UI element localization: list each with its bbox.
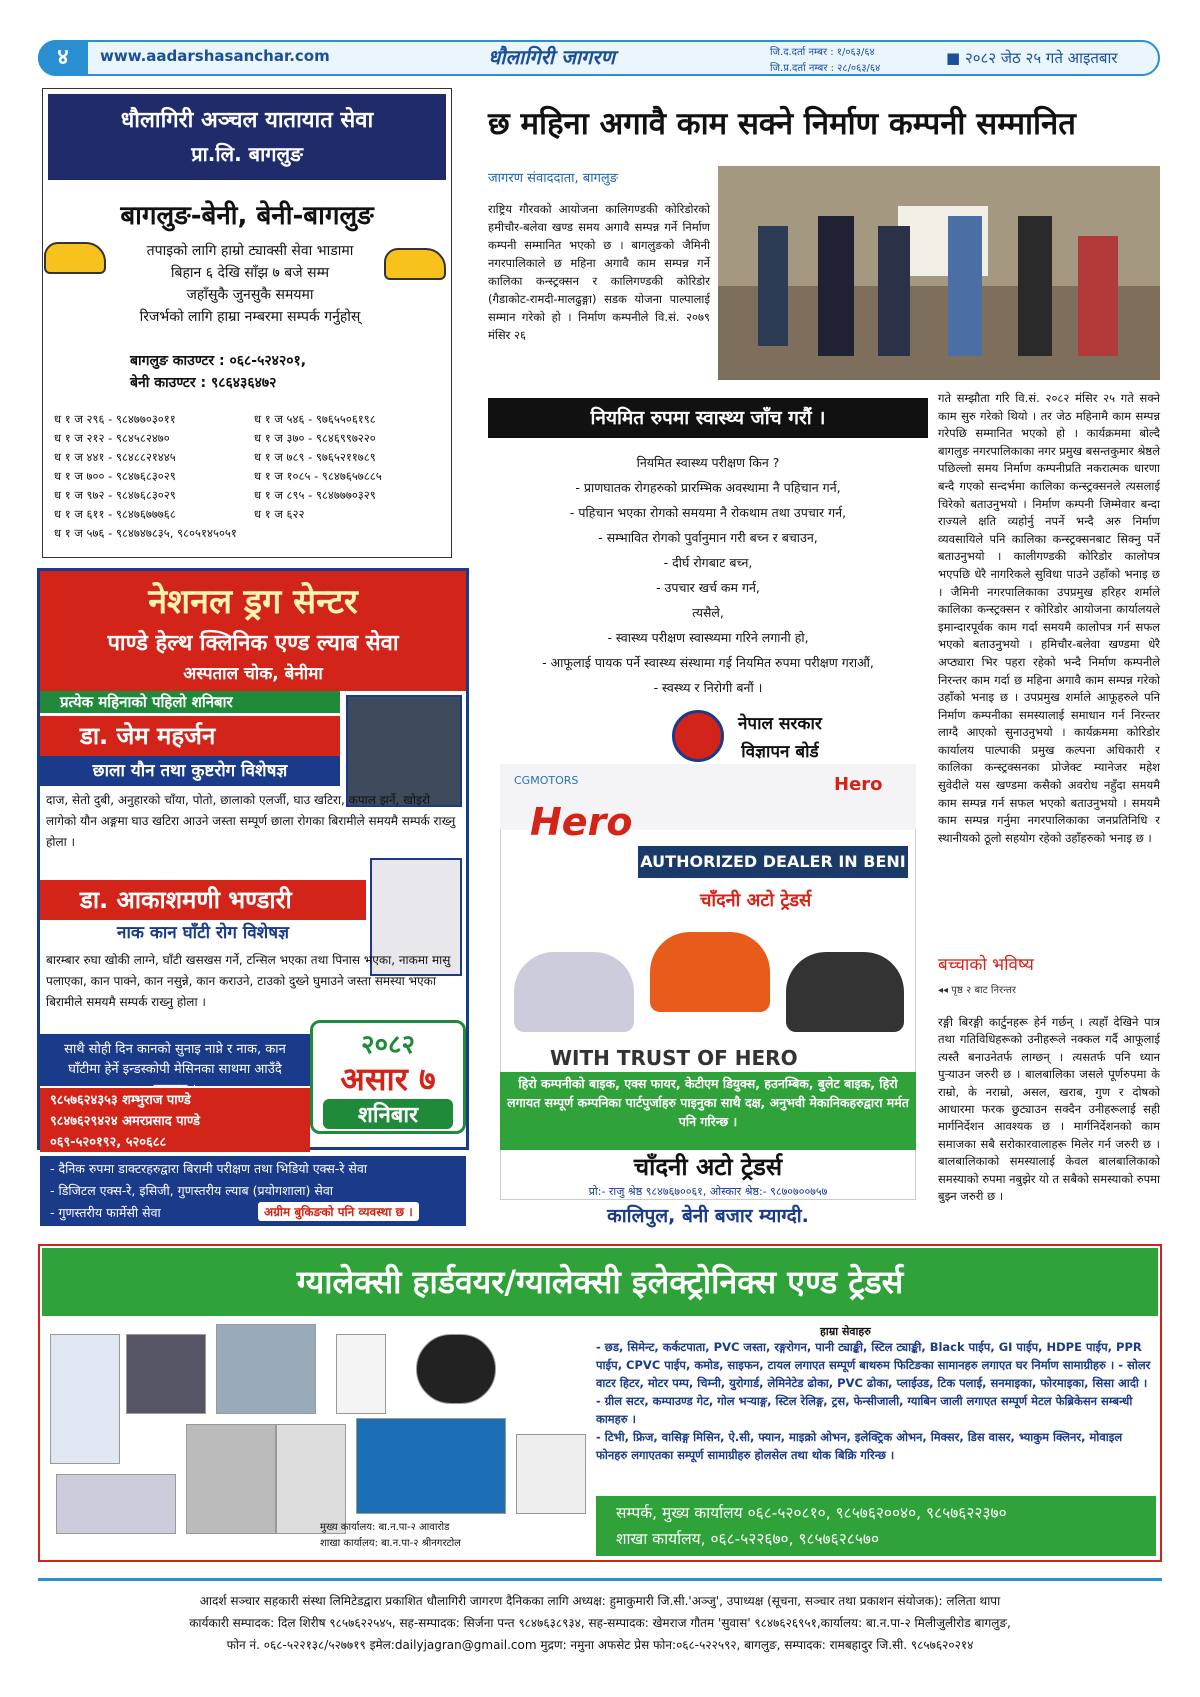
children-section-title: बच्चाको भविष्य [938, 955, 1034, 975]
transport-banner [48, 94, 446, 180]
refrigerator-icon [276, 1424, 346, 1534]
list-item: ध १ ज ९७२ - ९८४७६८३०२९ [54, 488, 176, 502]
phone-line: ०६९-५२०१९२, ५२०६८८ [50, 1135, 167, 1150]
endoscopy-note: साथै सोही दिन कानको सुनाइ नाप्ने र नाक, कान घाँटीमा हेर्ने इन्डस्कोपी मेसिनका साथमा आउँदै [40, 1034, 310, 1086]
transport-line: बिहान ६ देखि साँझ ७ बजे सम्म [170, 265, 330, 281]
visit-year: २०८२ [360, 1030, 416, 1060]
hero-logo: Hero [530, 800, 633, 844]
site-url-link[interactable]: www.aadarshasanchar.com [100, 47, 330, 65]
doctor-2-description: बारम्बार रुघा खोकी लाग्ने, घाँटी खसखस गर्ने, टन्सिल भएका तथा पिनास भएका, नाकमा मासु पलाएका, कान पाक्ने, कान नसुन्ने, कान कराउने, टाउको दुख्ने घुमाउने जस्ता समस्या भएका बिरामीले समयमै सम्पर्क राख्नु होला । [46, 953, 451, 1009]
doctor-1-name: डा. जेम महर्जन [40, 716, 340, 756]
notice-line: नियमित स्वास्थ्य परीक्षण किन ? [636, 455, 780, 470]
article-column-1: राष्ट्रिय गौरवको आयोजना कालिगण्डकी कोरिडोरको हमीचौर-बलेवा खण्ड समय अगावै सम्पन्न गर्ने निर्माण कम्पनी सम्मानित भएको छ । बागलुङको जैमिनी नगरपालिकाले छ महिना अगावै काम सम्पन्न गर्ने कालिका कन्स्ट्रक्सन र कालिगण्डकी कोरिडोर (गैडाकोट-रामदी-मालढुङ्गा) सडक योजना पाल्पालाई सम्मान गरेको हो । निर्माण कम्पनीले वि.सं. २०७९ मंसिर २६ [488, 202, 710, 342]
phone-line: ९८४७६२९४२४ अमरप्रसाद पाण्डे [50, 1114, 201, 1129]
service-item: - छड, सिमेन्ट, कर्कटपाता, PVC जस्ता, रङ्गरोगन, पानी ट्याङ्की, स्टिल ट्याङ्की, Black पाईप, GI पाईप, HDPE पाईप, PPR पाईप, CPVC पाईप, कमोड, साइफन, टायल लगाएत सम्पूर्ण बाथरुम फिटिङका सामानहरु लगाएत घर निर्माण सामाग्रीहरु । - सोलर वाटर हिटर, मोटर पम्प, चिम्नी, युरोगार्ड, लेमिनेटेड ढोका, PVC ढोका, प्लाईउड, टिक पलाई, सनमाइका, फोरमाइका, सिसा आदी । [596, 1340, 1151, 1390]
imprint-line: फोन नं. ०६८-५२२१३८/५२७७१९ इमेल:dailyjagran@gmail.com मुद्रण: नमुना अफसेट प्रेस फोन:०६८-५२२५९२, बागलुङ, सम्पादक: रामबहादुर जि.सी. ९८५७६२०२१४ [226, 1638, 974, 1652]
galaxy-offices [320, 1520, 461, 1552]
galaxy-contact [596, 1496, 1156, 1556]
baglung-counter: बागलुङ काउण्टर : ०६८-५२४२०१, [130, 353, 307, 369]
our-services-heading: हाम्रा सेवाहरु [820, 1325, 871, 1338]
article-column-2: गते सम्झौता गरि वि.सं. २०८२ मंसिर २५ गते सक्ने काम सुरु गरेको थियो । तर जेठ महिनामै काम सम्पन्न गरेपछि सम्मानित भएको हो । कार्यक्रममा बोल्दै बागलुङ नगरपालिकाका नगर प्रमुख बसन्तकुमार श्रेष्ठले पछिल्लो समय निर्माण कम्पनीप्रति नकरात्मक धारणा बन्दै गएको सन्दर्भमा कालिका कन्स्ट्रक्सनले त्यसलाई चिरेको बताउनुभयो । निर्माण कम्पनी जिम्मेवार बन्दा राज्यले क्षति व्यहोर्नु नपर्ने भन्दै अरु निर्माण व्यवसायिले पनि कालिका कन्स्ट्रक्सनबाट सिक्नु पर्ने बताउनुभयो । कालीगण्डकी कोरिडोर कालोपत्र भएपछि धेरै नागरिकले सुविधा पाउने उहाँको भनाइ छ । जैमिनी नगरपालिकाका उपप्रमुख हरिहर शर्माले कालिका कन्स्ट्रक्सन र कोरिडोर आयोजना कार्यालयले इमान्दारपूर्वक काम गर्दा समयमै कालोपत्र गर्न सफल भएको बताउनुभयो । हमिचौर-बलेवा खण्डमा धेरै अप्ठ्यारा भिर पहरा रहेको भन्दै निर्माण कम्पनीले निरन्तर काम गर्दा छ महिना अगावै काम सम्पन्न गरेको उहाँको भनाइ छ । उपप्रमुख शर्माले आफूहरुले पनि निर्माण कम्पनीका समस्यालाई समाधान गर्न निरन्तर लाग्दै आएको सुनाउनुभयो । कार्यक्रममा कोरिडोर कार्यालय पाल्पाकी प्रमुख कल्पना अधिकारी र कालिका कन्स्ट्रक्सनका प्रोजेक्ट म्यानेजर महेश सुवेदीले यस खण्डमा कसैको अवरोध नहुँदा समयमै काम सम्पन्न गर्न सफल भएको बताउनुभयो । समयमै काम सम्पन्न गर्नुमा नगरपालिकाका जनप्रतिनिधि र स्थानीयको ठूलो सहयोग रहेको उहाँहरुको भनाइ छ । [938, 391, 1160, 845]
doctor-1-specialty: छाला यौन तथा कुष्टरोग विशेषज्ञ [40, 756, 340, 786]
doctor-1-description: दाज, सेतो दुबी, अनुहारको चाँया, पोतो, छालाको एलर्जी, घाउ खटिरा, कपाल झर्ने, खोइरो लागेको यौन अङ्गमा घाउ खटिरा आउने जस्ता सम्पूर्ण छाला रोगका बिरामीले समयमै सम्पर्क राख्नु होला । [46, 793, 456, 849]
dealer-address: कालिपुल, बेनी बजार म्याग्दी. [607, 1205, 809, 1227]
health-ad-title: नेशनल ड्रग सेन्टर [148, 582, 358, 622]
list-item: ध १ ज ६११ - ९८४७६७७७६८ [54, 507, 176, 521]
transport-line: जहाँसुकै जुनसुकै समयमा [186, 287, 314, 303]
galaxy-services-list [596, 1338, 1154, 1464]
list-item: ध १ ज १०८५ - ९८४७६५७८८५ [254, 469, 382, 483]
solar-heater-icon [126, 1334, 206, 1414]
transport-line: तपाइको लागि हाम्रो ट्याक्सी सेवा भाडामा [146, 243, 354, 259]
doctor-2-specialty: नाक कान घाँटी रोग विशेषज्ञ [117, 923, 289, 943]
visit-weekday: शनिबार [323, 1099, 453, 1129]
transport-line: रिजर्भको लागि हाम्रा नम्बरमा सम्पर्क गर्नुहोस् [139, 309, 361, 325]
list-item: ध १ ज २१२ - ९८४५८२४७० [54, 431, 170, 445]
cg-motors-logo: CGMOTORS [514, 774, 579, 787]
phone-line: ९८५७६२४३५३ शम्भुराज पाण्डे [50, 1093, 191, 1108]
dealer-proprietors: प्रो:- राजु श्रेष्ठ ९८४७६७००६१, ओस्कार श्रेष्ठ:- ९८७०७००७५७ [588, 1185, 828, 1198]
imprint-line: आदर्श सञ्चार सहकारी संस्था लिमिटेडद्वारा प्रकाशित धौलागिरी जागरण दैनिकका लागि अध्यक्ष: हुमाकुमारी जि.सी.'अञ्जु', उपाध्यक्ष (सूचना, सञ्चार तथा प्रकाशन संयोजक): ललिता थापा [199, 1594, 1001, 1608]
washing-machine-icon [516, 1434, 586, 1514]
page-number: ४ [38, 40, 88, 76]
transport-company-name: धौलागिरी अञ्चल यातायात सेवा [120, 108, 374, 133]
hero-small-logo: Hero [834, 774, 883, 795]
list-item: ध १ ज ५७६ - ९८४७४७८३५, ९८०५१४५०५१ [54, 526, 237, 540]
notice-line: - उपचार खर्च कम गर्न, [656, 580, 760, 595]
scooter-icon [650, 932, 770, 1012]
notice-line: त्यसैले, [692, 605, 724, 620]
health-phones [40, 1088, 310, 1152]
issue-date: ■ २०८२ जेठ २५ गते आइतबार [946, 49, 1118, 67]
article-byline: जागरण संवाददाता, बागलुङ [488, 171, 618, 186]
toilet-icon [336, 1334, 386, 1414]
steel-tanks-icon [186, 1424, 276, 1534]
hdpe-pipe-icon [416, 1334, 496, 1404]
gi-pipes-icon [56, 1474, 176, 1534]
visit-month-day: असार ७ [340, 1060, 436, 1098]
taxi-list-col-1 [54, 410, 237, 543]
notice-line: - स्वस्थ्य र निरोगी बनौं । [653, 680, 763, 695]
notice-line: - आफूलाई पायक पर्ने स्वास्थ्य संस्थामा गई नियमित रुपमा परीक्षण गराऔं, [542, 655, 874, 670]
imprint-text [60, 1590, 1140, 1656]
service-item: - डिजिटल एक्स-रे, इसिजी, गुणस्तरीय ल्याब (प्रयोगशाला) सेवा [50, 1183, 334, 1198]
roofing-sheets-icon [216, 1324, 316, 1414]
registration-1: जि.द.दर्ता नम्बर : १/०६३/६४ [770, 47, 875, 58]
list-item: ध १ ज ८९५ - ९८४७७७०३२९ [254, 488, 376, 502]
transport-contact [130, 350, 306, 394]
notice-line: - सम्भावित रोगको पुर्वानुमान गरी बच्न र बचाउन, [598, 530, 818, 545]
list-item: ध १ ज ३७० - ९८४६९९७२२० [254, 431, 376, 445]
gov-name: नेपाल सरकार [738, 714, 822, 734]
transport-info [100, 240, 400, 328]
motorcycle-icon [786, 952, 904, 1032]
service-item: - दैनिक रुपमा डाक्टरहरुद्वारा बिरामी परीक्षण तथा भिडियो एक्स-रे सेवा [50, 1161, 368, 1176]
ceremony-photo-illustration [718, 166, 1160, 380]
first-saturday-label: प्रत्येक महिनाको पहिलो शनिबार [40, 691, 340, 713]
contact-main: सम्पर्क, मुख्य कार्यालय ०६८-५२०८१०, ९८५७६२००४०, ९८५७६२२३७० [616, 1504, 1007, 1522]
beni-counter: बेनी काउण्टर : ९८६४३६४७२ [130, 375, 277, 391]
notice-line: - दीर्घ रोगबाट बच्न, [663, 555, 753, 570]
trust-tagline: WITH TRUST OF HERO [550, 1046, 798, 1070]
television-icon [356, 1418, 506, 1514]
contact-branch: शाखा कार्यालय, ०६८-५२२६७०, ९८५७६२८५७० [616, 1530, 880, 1548]
main-office: मुख्य कार्यालय: बा.न.पा-२ आवारोड [320, 1522, 450, 1533]
registration-2: जि.प्र.दर्ता नम्बर : २८/०६३/६४ [770, 63, 881, 74]
advance-booking-note: अग्रीम बुकिङको पनि व्यवस्था छ । [258, 1202, 419, 1221]
transport-company-suffix: प्रा.लि. बागलुङ [191, 142, 303, 166]
paint-bucket-icon [50, 1334, 120, 1464]
doctor-2-name: डा. आकाशमणी भण्डारी [40, 880, 366, 920]
article-headline: छ महिना अगावै काम सक्ने निर्माण कम्पनी सम्मानित [488, 106, 1076, 142]
nepal-govt-emblem-icon [672, 710, 724, 762]
dealer-name: चाँदनी अटो ट्रेडर्स [633, 1153, 783, 1181]
list-item: ध १ ज २९६ - ९८४७७०३०११ [54, 412, 176, 426]
article-photo [718, 166, 1160, 380]
taxi-icon [44, 242, 106, 274]
notice-line: - स्वास्थ्य परीक्षण स्वास्थ्यमा गरिने लगानी हो, [607, 630, 809, 645]
service-item: - गुणस्तरीय फार्मेसी सेवा [50, 1205, 161, 1220]
service-item: - टिभी, फ्रिज, वासिङ्ग मिसिन, ऐ.सी, फ्यान, माइक्रो ओभन, इलेक्ट्रिक ओभन, मिक्सर, डिस वासर, भ्याकुम क्लिनर, मोवाइल फोनहरु लगाएतका सम्पूर्ण सामाग्रीहरु होलसेल तथा थोक बिक्रि गरिन्छ । [596, 1430, 1123, 1462]
motorcycle-icon [514, 952, 634, 1032]
imprint-line: कार्यकारी सम्पादक: दिल शिरीष ९८५७६२२५४५, सह-सम्पादक: सिर्जना पन्त ९८४७६३८९३४, सह-सम्पादक: खेमराज गौतम 'सुवास' ९८४७६२६९५१,कार्यालय: बा.न.पा-२ मिलीजुलीरोड बागलुङ, [189, 1616, 1011, 1630]
children-section-body: रङ्गी बिरङ्गी कार्टुनहरू हेर्न गर्छन् । त्यहाँ देखिने पात्र तथा गतिविधिहरूको उनीहरूले नक्कल गर्दै आफूलाई त्यस्तै बनाउनेतर्फ लाग्छन् । त्यसतर्फ पनि ध्यान पुऱ्याउन जरुरी छ । बालबालिका जसले पूर्णरुपमा के राम्रो, के नराम्रो, असल, खराब, गुण र दोषको आधारमा फरक छुट्याउन सक्दैन उनीहरूलाई सही मार्गनिर्देशन आवश्यक छ । मार्गनिर्देशनको काम समाजका सबै सरोकारवालाहरू मिलेर गर्न जरुरी छ । बालबालिकाको समस्यालाई केवल बालबालिकाको समस्याको रुपमा नबुझेर यो त सबैको समस्याको रुपमा बुझ्न जरुरी छ । [938, 1015, 1160, 1204]
advertising-board [738, 710, 822, 766]
notice-line: - प्राणघातक रोगहरुको प्रारम्भिक अवस्थामा नै पहिचान गर्न, [575, 480, 841, 495]
health-notice-heading: नियमित रुपमा स्वास्थ्य जाँच गरौं । [488, 398, 928, 438]
list-item: ध १ ज ६२२ [254, 507, 305, 521]
hero-services-text: हिरो कम्पनीको बाइक, एक्स फायर, केटीएम डियुक्स, हउनम्बिक, बुलेट बाइक, हिरो लगायत सम्पूर्ण कम्पनिका पार्टपुर्जाहरु पाइनुका साथै दक्ष, अनुभवी मेकानिकहरुद्वारा मर्मत पनि गरिन्छ । [500, 1072, 916, 1150]
continued-from-label: ◂◂ पृष्ठ २ बाट निरन्तर [938, 985, 1016, 996]
masthead-logo: धौलागिरी जागरण [488, 45, 615, 69]
list-item: ध १ ज ४४१ - ९८४८८२१४४५ [54, 450, 176, 464]
list-item: ध १ ज ७८९ - ९७६५२११७८९ [254, 450, 376, 464]
health-title-box [40, 571, 466, 691]
health-ad-place: अस्पताल चोक, बेनीमा [183, 664, 323, 684]
service-item: - ग्रील सटर, कम्पाउण्ड गेट, गोल भऱ्याङ्ग, स्टिल रेलिङ्ग, ट्रस, फेन्सीजाली, ग्याबिन जाली लगाएत सम्पूर्ण मेटल फेब्रिकेसन सम्बन्धी कामहरु । [596, 1394, 1133, 1426]
taxi-list-col-2 [254, 410, 382, 524]
notice-line: - पहिचान भएका रोगको समयमा नै रोकथाम तथा उपचार गर्न, [569, 505, 847, 520]
health-notice-body [488, 450, 928, 700]
authorized-dealer-label: AUTHORIZED DEALER IN BENI [638, 846, 908, 878]
galaxy-ad-title: ग्यालेक्सी हार्डवयर/ग्यालेक्सी इलेक्ट्रोनिक्स एण्ड ट्रेडर्स [42, 1248, 1158, 1316]
health-ad-subtitle: पाण्डे हेल्थ क्लिनिक एण्ड ल्याब सेवा [107, 631, 399, 656]
board-name: विज्ञापन बोर्ड [741, 742, 819, 762]
dealer-name-top: चाँदनी अटो ट्रेडर्स [700, 890, 812, 911]
transport-route: बागलुङ-बेनी, बेनी-बागलुङ [120, 201, 374, 231]
list-item: ध १ ज ७०० - ९८४७६८३०२९ [54, 469, 176, 483]
visit-date-box [310, 1020, 466, 1134]
motorcycles-image [500, 912, 916, 1042]
branch-office: शाखा कार्यालय: बा.न.पा-२ श्रीनगरटोल [320, 1538, 461, 1549]
list-item: ध १ ज ५४६ - ९७६५५०६१९८ [254, 412, 376, 426]
